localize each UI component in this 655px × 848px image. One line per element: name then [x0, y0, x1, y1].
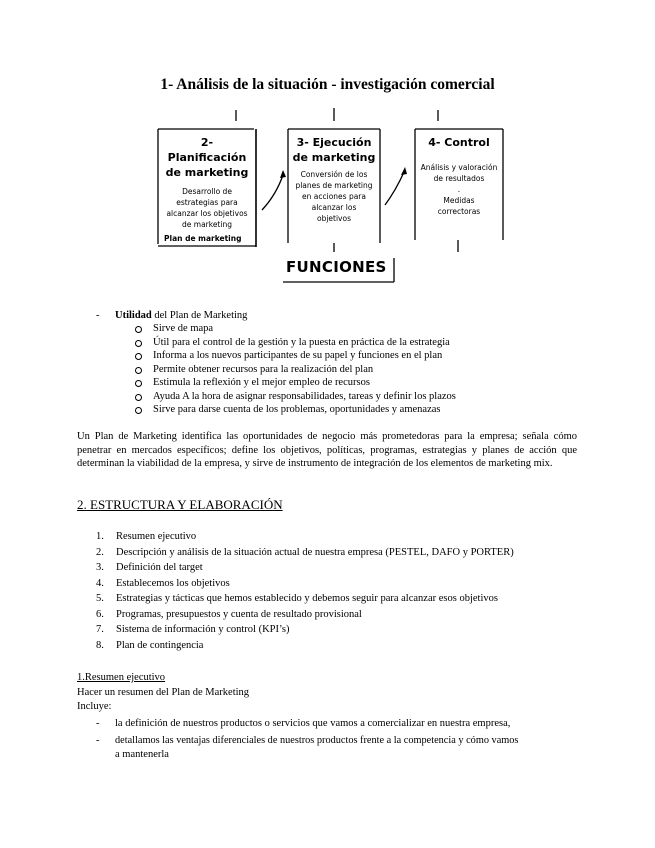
- box-title: 4- Control: [428, 136, 490, 149]
- list-item: [135, 390, 456, 404]
- numbered-item: [96, 560, 514, 576]
- list-item-text: Ayuda A la hora de asignar responsabilidades, tareas y definir los plazos: [153, 390, 456, 402]
- utilidad-list: [135, 322, 456, 417]
- resumen-bullet-text: la definición de nuestros productos o servicios que vamos a comercializar en nuestra empresa,: [115, 718, 511, 729]
- box-title: de marketing: [165, 166, 249, 179]
- box-desc-line: estrategias para: [176, 198, 238, 207]
- numbered-item: [96, 545, 514, 561]
- circle-bullet-icon: [135, 326, 142, 333]
- resumen-line: Hacer un resumen del Plan de Marketing: [77, 687, 250, 698]
- dash-bullet: -: [96, 718, 100, 729]
- item-number: 8.: [96, 639, 104, 651]
- box-desc-line: de marketing: [182, 220, 232, 229]
- box-desc-line: en acciones para: [302, 192, 366, 201]
- circle-bullet-icon: [135, 394, 142, 401]
- resumen-bullet-text: a mantenerla: [115, 749, 169, 760]
- ejecucion-box: [289, 135, 379, 224]
- page-title: 1- Análisis de la situación - investigación comercial: [160, 76, 495, 93]
- list-item: [135, 322, 456, 336]
- utilidad-rest: del Plan de Marketing: [151, 310, 248, 321]
- numbered-item: [96, 638, 514, 654]
- item-number: 5.: [96, 593, 104, 604]
- arrow-curve: [385, 172, 404, 205]
- circle-bullet-icon: [135, 380, 142, 387]
- resumen-bullet-text: detallamos las ventajas diferenciales de nuestros productos frente a la competencia y cómo vamos: [115, 735, 519, 746]
- box-desc-line: .: [457, 185, 461, 194]
- control-box: [416, 135, 502, 217]
- item-text: Definición del target: [116, 562, 203, 573]
- estructura-list: [96, 529, 514, 653]
- box-title: 3- Ejecución: [296, 136, 372, 149]
- list-item: [135, 376, 456, 390]
- box-desc-line: alcanzar los: [311, 203, 357, 212]
- list-item: [135, 349, 456, 363]
- dash-bullet: -: [96, 735, 100, 746]
- item-number: 4.: [96, 577, 104, 589]
- list-item: [135, 403, 456, 417]
- item-number: 3.: [96, 562, 104, 573]
- numbered-item: [96, 591, 514, 607]
- item-text: Estrategias y tácticas que hemos establecido y debemos seguir para alcanzar esos objetivos: [116, 593, 498, 604]
- list-item-text: Útil para el control de la gestión y la puesta en práctica de la estrategia: [153, 336, 450, 348]
- item-number: 6.: [96, 608, 104, 620]
- planificacion-box: [160, 135, 254, 230]
- arrow-curve: [262, 175, 283, 210]
- box-desc-line: planes de marketing: [295, 181, 373, 190]
- box-desc-line: Análisis y valoración: [420, 163, 498, 172]
- utilidad-heading: [115, 309, 247, 323]
- utilidad-dash: -: [96, 310, 100, 321]
- box-title: de marketing: [292, 151, 376, 164]
- item-text: Resumen ejecutivo: [116, 531, 197, 542]
- funciones-label: FUNCIONES: [286, 258, 387, 276]
- box-desc-line: de resultados: [433, 174, 485, 183]
- item-number: 2.: [96, 546, 104, 558]
- numbered-item: [96, 622, 514, 638]
- item-text: Sistema de información y control (KPI’s): [116, 624, 290, 635]
- resumen-incluye: Incluye:: [77, 701, 112, 712]
- box-desc-line: Medidas: [443, 196, 475, 205]
- numbered-item: [96, 576, 514, 592]
- utilidad-bold: Utilidad: [115, 310, 152, 321]
- numbered-item: [96, 607, 514, 623]
- item-text: Descripción y análisis de la situación actual de nuestra empresa (PESTEL, DAFO y PORTER): [116, 546, 514, 558]
- item-text: Plan de contingencia: [116, 639, 204, 651]
- list-item-text: Sirve de mapa: [153, 323, 214, 334]
- intro-paragraph: Un Plan de Marketing identifica las oportunidades de negocio más prometedoras para la empresa; señala cómo penetrar en mercados específicos; define los objetivos, políticas, programas, estrategias y planes de acción que determinan la viabilidad de la empresa, y sirve de instrumento de integración de los elementos de marketing mix.: [77, 431, 577, 469]
- circle-bullet-icon: [135, 407, 142, 414]
- item-number: 1.: [96, 531, 104, 542]
- arrow-head: [280, 170, 286, 178]
- box-desc-line: correctoras: [437, 207, 481, 216]
- circle-bullet-icon: [135, 353, 142, 360]
- list-item: [135, 336, 456, 350]
- resumen-heading: 1.Resumen ejecutivo: [77, 672, 166, 683]
- item-number: 7.: [96, 624, 104, 635]
- list-item-text: Sirve para darse cuenta de los problemas, oportunidades y amenazas: [153, 404, 441, 415]
- box-desc-line: Conversión de los: [300, 170, 368, 179]
- plan-de-marketing-label: Plan de marketing: [164, 234, 242, 243]
- list-item: [135, 363, 456, 377]
- box-title: 2- Planificación: [167, 136, 247, 164]
- box-desc-line: Desarrollo de: [182, 187, 232, 196]
- list-item-text: Estimula la reflexión y el mejor empleo de recursos: [153, 377, 370, 388]
- item-text: Programas, presupuestos y cuenta de resultado provisional: [116, 608, 362, 620]
- list-item-text: Permite obtener recursos para la realización del plan: [153, 363, 374, 375]
- box-desc-line: objetivos: [316, 214, 351, 223]
- box-desc-line: alcanzar los objetivos: [166, 209, 248, 218]
- circle-bullet-icon: [135, 340, 142, 347]
- circle-bullet-icon: [135, 367, 142, 374]
- numbered-item: [96, 529, 514, 545]
- item-text: Establecemos los objetivos: [116, 577, 230, 589]
- section-heading-estructura: 2. ESTRUCTURA Y ELABORACIÓN: [77, 497, 283, 512]
- arrow-head: [401, 167, 407, 175]
- list-item-text: Informa a los nuevos participantes de su papel y funciones en el plan: [153, 350, 443, 361]
